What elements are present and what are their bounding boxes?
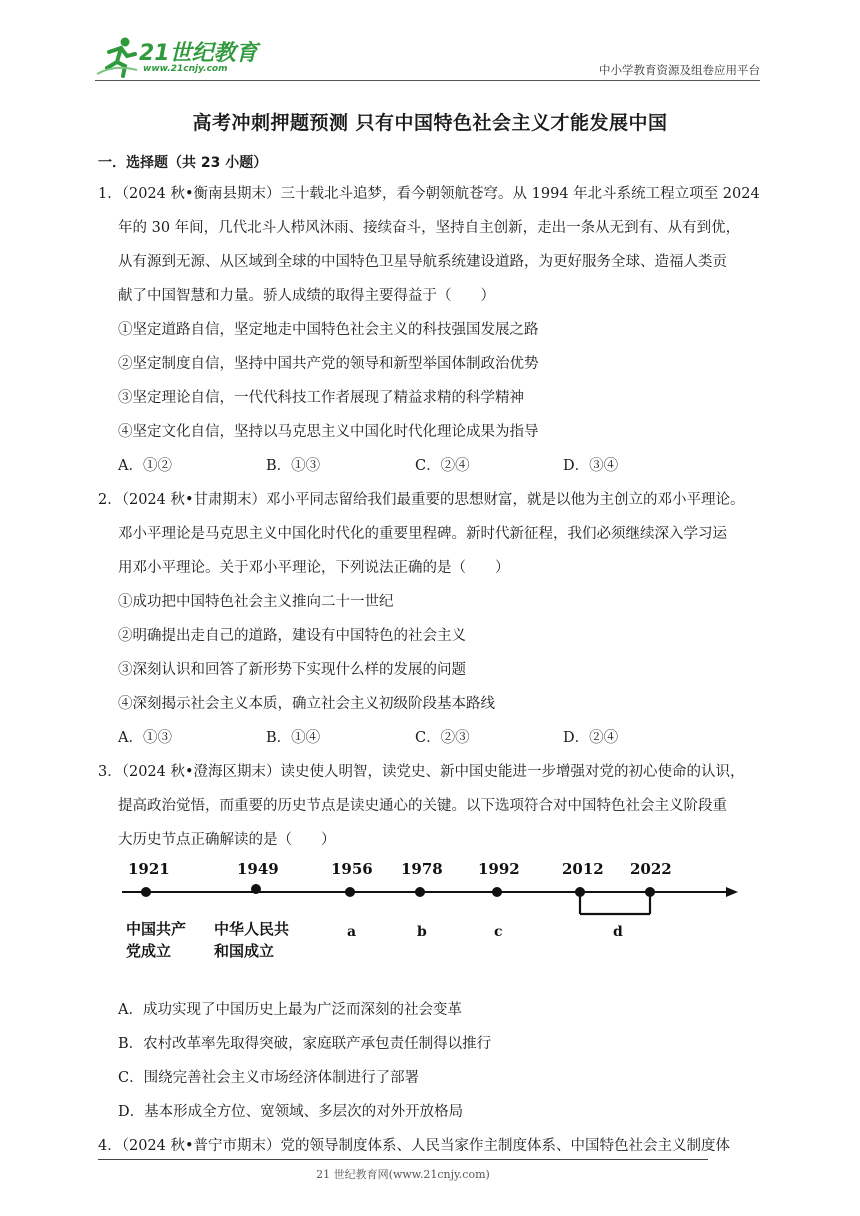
- year-2012: 2012: [562, 860, 604, 878]
- q1-line-3: 从有源到无源、从区域到全球的中国特色卫星导航系统建设道路，为更好服务全球、造福人类贡: [118, 254, 727, 270]
- year-1992: 1992: [478, 860, 520, 878]
- q3-line-1: 3．（2024 秋•澄海区期末）读史使人明智，读党史、新中国史能进一步增强对党的初心使命的认识，: [98, 764, 745, 780]
- q2-choice-d[interactable]: D．②④: [563, 730, 619, 746]
- node-1978: [415, 887, 425, 897]
- timeline-arrow-icon: [726, 887, 738, 897]
- q3-option-a[interactable]: A．成功实现了中国历史上最为广泛而深刻的社会变革: [118, 1002, 462, 1018]
- year-2022: 2022: [630, 860, 672, 878]
- footer-divider: [98, 1159, 708, 1160]
- label-c: c: [494, 924, 503, 940]
- q1-choice-d[interactable]: D．③④: [563, 458, 619, 474]
- q1-option-4: ④坚定文化自信，坚持以马克思主义中国化时代化理论成果为指导: [118, 424, 539, 440]
- q3-option-d[interactable]: D．基本形成全方位、宽领域、多层次的对外开放格局: [118, 1104, 464, 1120]
- q1-option-3: ③坚定理论自信，一代代科技工作者展现了精益求精的科学精神: [118, 390, 524, 406]
- label-prc-founded-line2: 和国成立: [214, 942, 275, 960]
- page-header: [95, 34, 760, 80]
- q2-option-2: ②明确提出走自己的道路，建设有中国特色的社会主义: [118, 628, 466, 644]
- year-1956: 1956: [331, 860, 373, 878]
- q2-option-4: ④深刻揭示社会主义本质，确立社会主义初级阶段基本路线: [118, 696, 495, 712]
- year-1978: 1978: [401, 860, 443, 878]
- platform-name: 中小学教育资源及组卷应用平台: [599, 63, 760, 77]
- q2-choice-a[interactable]: A．①③: [118, 730, 172, 746]
- node-1949: [251, 884, 261, 894]
- q2-choice-c[interactable]: C．②③: [415, 730, 470, 746]
- label-b: b: [417, 924, 427, 940]
- logo-url: www.21cnjy.com: [143, 64, 228, 74]
- q2-line-1: 2．（2024 秋•甘肃期末）邓小平同志留给我们最重要的思想财富，就是以他为主创立的邓小平理论。: [98, 492, 745, 508]
- site-logo: [95, 34, 265, 78]
- q1-choice-a[interactable]: A．①②: [118, 458, 172, 474]
- node-1956: [345, 887, 355, 897]
- label-cpc-founded-line2: 党成立: [126, 942, 172, 960]
- q1-option-2: ②坚定制度自信，坚持中国共产党的领导和新型举国体制政治优势: [118, 356, 539, 372]
- year-1949: 1949: [237, 860, 279, 878]
- q4-line-1: 4．（2024 秋•普宁市期末）党的领导制度体系、人民当家作主制度体系、中国特色社会主义制度体: [98, 1138, 731, 1154]
- q2-option-1: ①成功把中国特色社会主义推向二十一世纪: [118, 594, 394, 610]
- page-title: 高考冲刺押题预测 只有中国特色社会主义才能发展中国: [192, 112, 668, 134]
- q1-line-1: 1．（2024 秋•衡南县期末）三十载北斗追梦，看今朝领航苍穹。从 1994 年北斗系统工程立项至 2024: [98, 186, 760, 202]
- q1-line-2: 年的 30 年间，几代北斗人栉风沐雨、接续奋斗，坚持自主创新，走出一条从无到有、从有到优，: [118, 220, 741, 236]
- section-heading: 一．选择题（共 23 小题）: [98, 155, 268, 171]
- label-prc-founded-line1: 中华人民共: [214, 920, 290, 938]
- node-1921: [141, 887, 151, 897]
- q1-line-4: 献了中国智慧和力量。骄人成绩的取得主要得益于（ ）: [118, 288, 495, 304]
- node-2012: [575, 887, 585, 897]
- page-footer: 21 世纪教育网(www.21cnjy.com): [316, 1168, 490, 1181]
- q2-line-3: 用邓小平理论。关于邓小平理论，下列说法正确的是（ ）: [118, 560, 510, 576]
- q3-line-2: 提高政治觉悟，而重要的历史节点是读史通心的关键。以下选项符合对中国特色社会主义阶段重: [118, 798, 727, 814]
- q2-choice-b[interactable]: B．①④: [266, 730, 321, 746]
- label-a: a: [347, 924, 357, 940]
- q2-option-3: ③深刻认识和回答了新形势下实现什么样的发展的问题: [118, 662, 466, 678]
- q3-option-c[interactable]: C．围绕完善社会主义市场经济体制进行了部署: [118, 1070, 420, 1086]
- q1-choice-c[interactable]: C．②④: [415, 458, 470, 474]
- year-1921: 1921: [128, 860, 170, 878]
- runner-logo-icon: [95, 34, 139, 78]
- header-divider: [95, 80, 760, 81]
- history-timeline: [118, 852, 738, 962]
- q1-option-1: ①坚定道路自信，坚定地走中国特色社会主义的科技强国发展之路: [118, 322, 539, 338]
- node-2022: [645, 887, 655, 897]
- logo-text: 21世纪教育: [139, 41, 258, 66]
- q1-choice-b[interactable]: B．①③: [266, 458, 321, 474]
- q2-line-2: 邓小平理论是马克思主义中国化时代化的重要里程碑。新时代新征程，我们必须继续深入学习运: [118, 526, 727, 542]
- label-cpc-founded-line1: 中国共产: [126, 920, 187, 938]
- q3-option-b[interactable]: B．农村改革率先取得突破，家庭联产承包责任制得以推行: [118, 1036, 492, 1052]
- node-1992: [492, 887, 502, 897]
- label-d: d: [613, 924, 623, 940]
- q3-line-3: 大历史节点正确解读的是（ ）: [118, 832, 336, 848]
